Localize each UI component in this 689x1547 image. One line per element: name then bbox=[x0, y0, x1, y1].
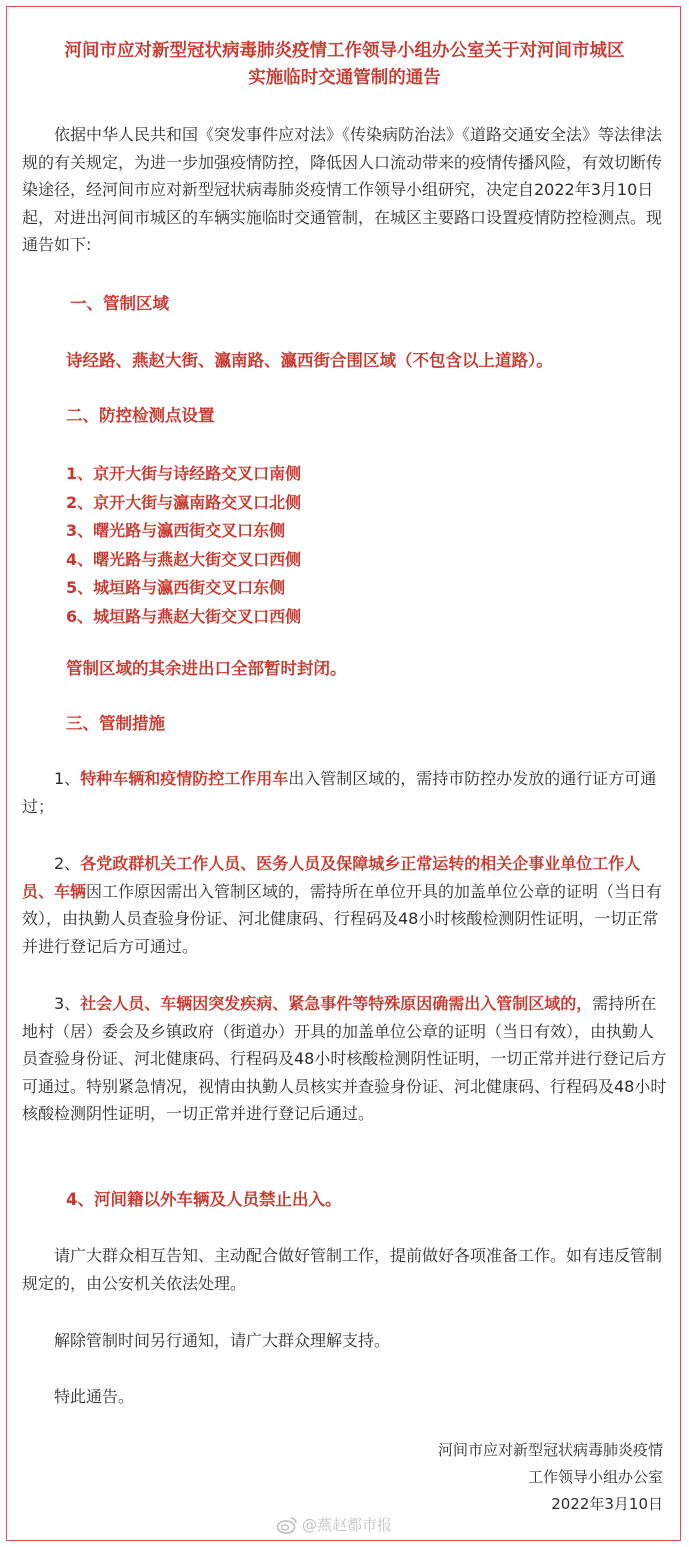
weibo-watermark bbox=[276, 1514, 392, 1535]
section-2-heading: 二、防控检测点设置 bbox=[66, 406, 215, 425]
measure-3-text: 需持所在地村（居）委会及乡镇政府（街道办）开具的加盖单位公章的证明（当日有效），由执勤人员查验身份证、河北健康码、行程码及48小时核酸检测阴性证明，一切正常并进行登记后方可通过。特别紧急情况，视情由执勤人员核实并查验身份证、河北健康码、行程码及48小时核酸检测阴性证明，一切正常并进行登记后通过。 bbox=[22, 994, 667, 1123]
weibo-icon bbox=[276, 1516, 298, 1534]
notice-title bbox=[22, 38, 667, 92]
section-1-heading: 一、管制区域 bbox=[70, 294, 169, 313]
measure-1-number: 1、 bbox=[54, 769, 81, 788]
signature-line-1: 河间市应对新型冠状病毒肺炎疫情 bbox=[437, 1441, 663, 1459]
measure-3-number: 3、 bbox=[54, 994, 81, 1013]
measure-3-emphasis: 社会人员、车辆因突发疾病、紧急事件等特殊原因确需出入管制区域的， bbox=[80, 994, 593, 1013]
title-line-1: 河间市应对新型冠状病毒肺炎疫情工作领导小组办公室关于对河间市城区 bbox=[64, 41, 625, 61]
control-area-text: 诗经路、燕赵大街、瀛南路、瀛西街合围区域（不包含以上道路）。 bbox=[66, 351, 553, 370]
ending-text: 特此通告。 bbox=[54, 1387, 135, 1406]
measure-2-emphasis: 各党政群机关工作人员、医务人员及保障城乡正常运转的相关企事业单位工作人员、车辆 bbox=[22, 854, 641, 901]
list-item: 3、曙光路与瀛西街交叉口东侧 bbox=[66, 521, 286, 541]
measure-2-number: 2、 bbox=[54, 854, 81, 873]
release-paragraph: 解除管制时间另行通知，请广大群众理解支持。 bbox=[54, 1331, 391, 1350]
intro-paragraph: 依据中华人民共和国《突发事件应对法》《传染病防治法》《道路交通安全法》等法律法规的有关规定，为进一步加强疫情防控，降低因人口流动带来的疫情传播风险，有效切断传染途径，经河间市应对新型冠状病毒肺炎疫情工作领导小组研究，决定自2022年3月10日起，对进出河间市城区的车辆实施临时交通管制，在城区主要路口设置疫情防控检测点。现通告如下: bbox=[22, 125, 663, 254]
list-item: 4、曙光路与燕赵大街交叉口西侧 bbox=[66, 549, 302, 569]
list-item: 2、京开大街与瀛南路交叉口北侧 bbox=[66, 492, 302, 512]
measure-1-text: 出入管制区域的，需持市防控办发放的通行证方可通过； bbox=[22, 769, 657, 816]
measure-1 bbox=[22, 765, 667, 820]
list-item: 1、京开大街与诗经路交叉口南侧 bbox=[66, 464, 302, 483]
measure-2-text: 因工作原因需出入管制区域的，需持所在单位开具的加盖单位公章的证明（当日有效），由执勤人员查验身份证、河北健康码、行程码及48小时核酸检测阴性证明，一切正常并进行登记后方可通过。 bbox=[22, 881, 663, 956]
measure-3 bbox=[22, 990, 667, 1128]
exits-closed-text: 管制区域的其余进出口全部暂时封闭。 bbox=[66, 659, 347, 678]
appeal-paragraph: 请广大群众相互告知、主动配合做好管制工作，提前做好各项准备工作。如有违反管制规定的，由公安机关依法处理。 bbox=[22, 1246, 663, 1293]
measure-4: 4、河间籍以外车辆及人员禁止出入。 bbox=[66, 1190, 342, 1209]
measure-1-emphasis: 特种车辆和疫情防控工作用车 bbox=[80, 769, 289, 788]
list-item: 6、城垣路与燕赵大街交叉口西侧 bbox=[66, 606, 302, 626]
section-3-heading: 三、管制措施 bbox=[66, 714, 165, 733]
checkpoint-list bbox=[66, 460, 301, 632]
list-item: 5、城垣路与瀛西街交叉口东侧 bbox=[66, 578, 286, 598]
title-line-2: 实施临时交通管制的通告 bbox=[248, 68, 441, 88]
signature-line-2: 工作领导小组办公室 bbox=[527, 1468, 663, 1486]
signature-block bbox=[438, 1437, 663, 1518]
measure-2 bbox=[22, 850, 667, 960]
watermark-text: @燕赵都市报 bbox=[302, 1516, 393, 1534]
signature-date: 2022年3月10日 bbox=[551, 1495, 663, 1513]
